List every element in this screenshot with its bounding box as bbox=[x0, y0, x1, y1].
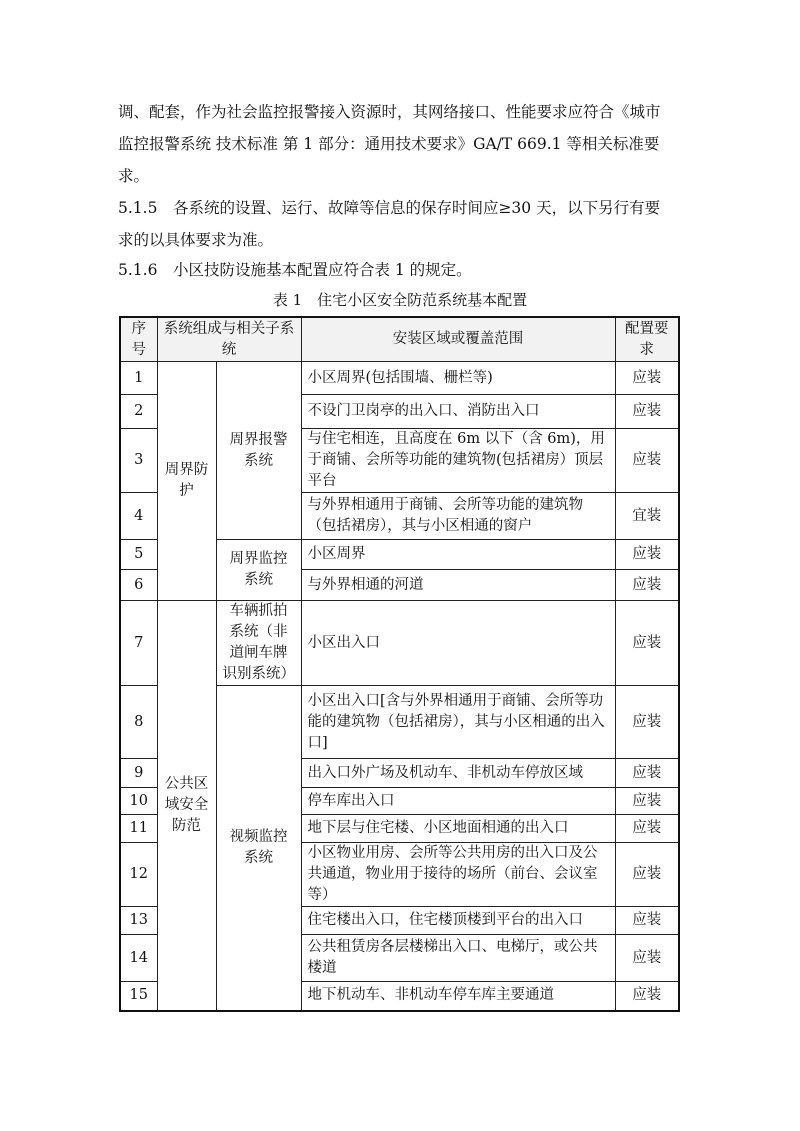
subsystem-video-monitor: 视频监控系统 bbox=[216, 686, 301, 1011]
group-public-area: 公共区域安全防范 bbox=[157, 601, 216, 1011]
row-requirement: 应装 bbox=[615, 429, 679, 493]
row-area: 小区出入口[含与外界相通用于商铺、会所等功能的建筑物（包括裙房），其与小区相通的出入口] bbox=[301, 686, 615, 759]
row-number: 10 bbox=[120, 788, 157, 815]
row-number: 14 bbox=[120, 935, 157, 982]
header-requirement: 配置要求 bbox=[615, 317, 679, 362]
row-number: 12 bbox=[120, 843, 157, 907]
row-requirement: 应装 bbox=[615, 982, 679, 1011]
text-line: 求的以具体要求为准。 bbox=[118, 231, 274, 249]
table-row bbox=[120, 601, 679, 686]
row-number: 15 bbox=[120, 982, 157, 1011]
text-line: 求。 bbox=[118, 167, 150, 185]
row-number: 3 bbox=[120, 429, 157, 493]
header-seq: 序号 bbox=[120, 317, 157, 362]
row-requirement: 应装 bbox=[615, 788, 679, 815]
row-requirement: 应装 bbox=[615, 686, 679, 759]
header-area: 安装区域或覆盖范围 bbox=[301, 317, 615, 362]
table-row bbox=[120, 362, 679, 395]
row-area: 小区出入口 bbox=[301, 601, 615, 686]
row-area: 地下层与住宅楼、小区地面相通的出入口 bbox=[301, 815, 615, 843]
row-requirement: 应装 bbox=[615, 815, 679, 843]
row-requirement: 应装 bbox=[615, 540, 679, 570]
row-area: 小区周界 bbox=[301, 540, 615, 570]
row-area: 与外界相通的河道 bbox=[301, 570, 615, 601]
header-system: 系统组成与相关子系统 bbox=[157, 317, 301, 362]
row-area: 停车库出入口 bbox=[301, 788, 615, 815]
row-requirement: 应装 bbox=[615, 907, 679, 935]
row-requirement: 应装 bbox=[615, 843, 679, 907]
row-area: 地下机动车、非机动车停车库主要通道 bbox=[301, 982, 615, 1011]
row-requirement: 应装 bbox=[615, 601, 679, 686]
row-area: 与住宅相连，且高度在 6m 以下（含 6m)，用于商铺、会所等功能的建筑物(包括裙房）顶层平台 bbox=[301, 429, 615, 493]
row-requirement: 宜装 bbox=[615, 493, 679, 540]
row-area: 与外界相通用于商铺、会所等功能的建筑物（包括裙房），其与小区相通的窗户 bbox=[301, 493, 615, 540]
row-number: 5 bbox=[120, 540, 157, 570]
row-number: 1 bbox=[120, 362, 157, 395]
paragraph-5-1-5 bbox=[118, 192, 688, 256]
row-number: 2 bbox=[120, 395, 157, 429]
row-area: 小区物业用房、会所等公共用房的出入口及公共通道，物业用于接待的场所（前台、会议室等） bbox=[301, 843, 615, 907]
row-area: 公共租赁房各层楼梯出入口、电梯厅，或公共楼道 bbox=[301, 935, 615, 982]
table-caption: 表 1 住宅小区安全防范系统基本配置 bbox=[272, 291, 528, 309]
paragraph-network-interface bbox=[118, 96, 688, 192]
row-number: 8 bbox=[120, 686, 157, 759]
row-area: 出入口外广场及机动车、非机动车停放区域 bbox=[301, 759, 615, 788]
row-requirement: 应装 bbox=[615, 362, 679, 395]
row-area: 不设门卫岗亭的出入口、消防出入口 bbox=[301, 395, 615, 429]
security-config-table bbox=[119, 316, 680, 1012]
row-number: 4 bbox=[120, 493, 157, 540]
subsystem-perimeter-alarm: 周界报警系统 bbox=[216, 362, 301, 540]
table-header-row bbox=[120, 317, 679, 362]
group-perimeter: 周界防护 bbox=[157, 362, 216, 601]
row-area: 住宅楼出入口，住宅楼顶楼到平台的出入口 bbox=[301, 907, 615, 935]
row-number: 7 bbox=[120, 601, 157, 686]
text-line: 5.1.5 各系统的设置、运行、故障等信息的保存时间应≥30 天，以下另行有要 bbox=[118, 199, 661, 217]
row-requirement: 应装 bbox=[615, 935, 679, 982]
row-requirement: 应装 bbox=[615, 759, 679, 788]
text-line: 调、配套，作为社会监控报警接入资源时，其网络接口、性能要求应符合《城市 bbox=[118, 103, 661, 121]
row-number: 9 bbox=[120, 759, 157, 788]
row-requirement: 应装 bbox=[615, 395, 679, 429]
row-number: 11 bbox=[120, 815, 157, 843]
row-number: 13 bbox=[120, 907, 157, 935]
subsystem-vehicle-capture: 车辆抓拍系统（非道闸车牌识别系统） bbox=[216, 601, 301, 686]
row-area: 小区周界(包括围墙、栅栏等) bbox=[301, 362, 615, 395]
subsystem-perimeter-monitor: 周界监控系统 bbox=[216, 540, 301, 601]
text-line: 监控报警系统 技术标准 第 1 部分：通用技术要求》GA/T 669.1 等相关标准要 bbox=[118, 135, 660, 153]
paragraph-5-1-6: 5.1.6 小区技防设施基本配置应符合表 1 的规定。 bbox=[118, 261, 472, 279]
row-number: 6 bbox=[120, 570, 157, 601]
row-requirement: 应装 bbox=[615, 570, 679, 601]
